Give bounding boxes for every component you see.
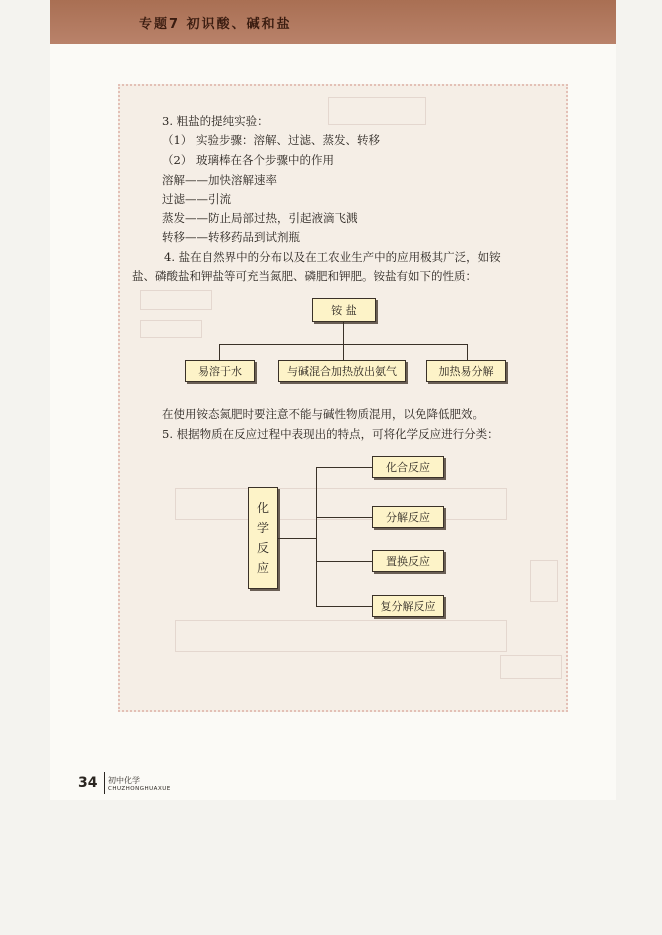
text-line: 溶解——加快溶解速率 <box>162 173 277 187</box>
header-band <box>50 0 616 44</box>
ghost-box <box>175 488 507 520</box>
root-char: 反 <box>256 541 269 555</box>
ghost-box <box>140 290 212 310</box>
text-line: 在使用铵态氮肥时要注意不能与碱性物质混用，以免降低肥效。 <box>162 407 484 421</box>
root-char: 应 <box>256 561 269 575</box>
text-line: 4. 盐在自然界中的分布以及在工农业生产中的应用极其广泛，如铵 <box>164 250 501 264</box>
book-pinyin: CHUZHONGHUAXUE <box>108 786 171 792</box>
chemical-reaction-box <box>248 487 278 589</box>
book-title: 初中化学 <box>108 776 140 785</box>
reaction-type-box: 分解反应 <box>372 506 444 528</box>
text-line: （1） 实验步骤：溶解、过滤、蒸发、转移 <box>162 133 380 147</box>
property-box: 加热易分解 <box>426 360 506 382</box>
text-line: 5. 根据物质在反应过程中表现出的特点，可将化学反应进行分类： <box>162 427 499 441</box>
connector-line <box>278 538 316 539</box>
connector-line <box>467 344 468 360</box>
reaction-type-box: 化合反应 <box>372 456 444 478</box>
footer-divider <box>104 772 105 794</box>
ghost-box <box>500 655 562 679</box>
ammonium-salt-box: 铵 盐 <box>312 298 376 322</box>
property-box: 与碱混合加热放出氨气 <box>278 360 406 382</box>
connector-line <box>343 322 344 344</box>
connector-line <box>316 561 372 562</box>
text-line: 盐、磷酸盐和钾盐等可充当氮肥、磷肥和钾肥。铵盐有如下的性质： <box>132 269 477 283</box>
reaction-type-box: 复分解反应 <box>372 595 444 617</box>
reaction-type-box: 置换反应 <box>372 550 444 572</box>
text-line: （2） 玻璃棒在各个步骤中的作用 <box>162 153 334 167</box>
connector-line <box>316 606 372 607</box>
connector-line <box>316 467 317 606</box>
connector-line <box>219 344 220 360</box>
property-box: 易溶于水 <box>185 360 255 382</box>
ghost-box <box>140 320 202 338</box>
header-title: 专题7 初识酸、碱和盐 <box>139 17 292 32</box>
root-char: 化 <box>256 501 269 515</box>
connector-line <box>316 467 372 468</box>
ghost-box <box>530 560 558 602</box>
connector-line <box>316 517 372 518</box>
root-char: 学 <box>256 521 269 535</box>
ghost-box <box>328 97 426 125</box>
text-line: 蒸发——防止局部过热，引起液滴飞溅 <box>162 211 358 225</box>
ghost-box <box>175 620 507 652</box>
connector-line <box>343 344 344 360</box>
text-line: 过滤——引流 <box>162 192 231 206</box>
text-line: 3. 粗盐的提纯实验： <box>162 114 269 128</box>
page-number: 34 <box>78 775 98 791</box>
text-line: 转移——转移药品到试剂瓶 <box>162 230 300 244</box>
